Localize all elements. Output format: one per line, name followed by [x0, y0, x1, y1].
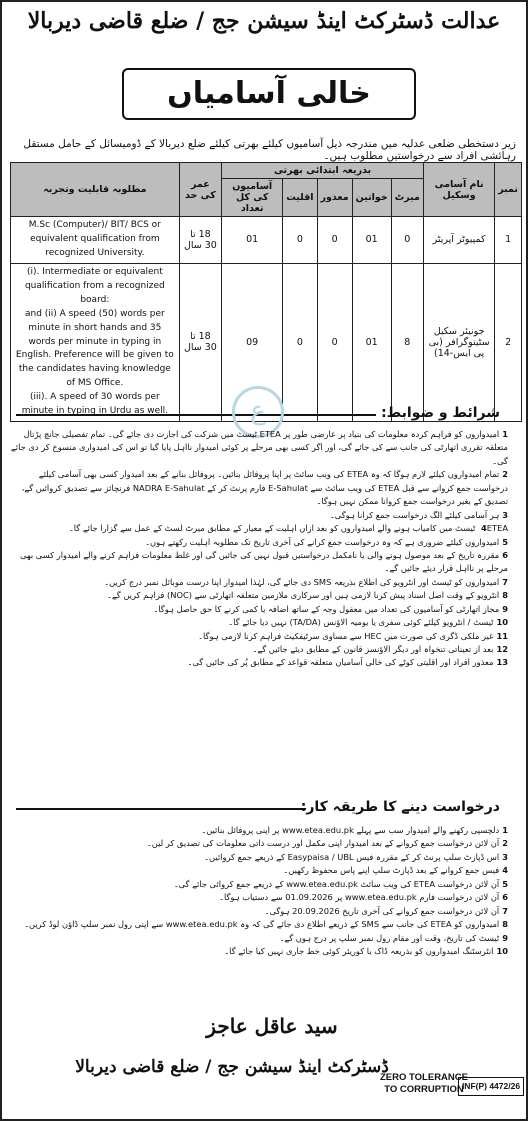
list-item: 1دلچسپی رکھنے والے امیدوار سب سے پہلے www.etea.edu.pk پر اپنی پروفائل بنائیں۔ [201, 825, 508, 835]
list-item: 7امیدواروں کو ٹیسٹ اور انٹرویو کی اطلاع بذریعہ SMS دی جائے گی، لہٰذا امیدوار اپنا درست موبائل نمبر درج کریں۔ [104, 576, 508, 587]
vacancy-table [10, 162, 522, 422]
list-item: 3ہر آسامی کیلئے الگ درخواست جمع کرانا ہوگی۔ [329, 509, 508, 520]
row-age: 18 تا 30 سال [179, 263, 221, 421]
list-item: 12بعد از تعیناتی تنخواہ اور دیگر الاؤنسز قانون کے مطابق دیئے جائیں گے۔ [252, 644, 508, 654]
terms-title: شرائط و ضوابط: [381, 405, 500, 421]
row-qualification [11, 263, 180, 421]
list-item: 8امیدواروں کو ETEA کی جانب سے SMS کے ذریعے اطلاع دی جائے گی کہ وہ www.etea.edu.pk سے اپنی رول نمبر سلپ ڈاؤن لوڈ کریں۔ [24, 919, 508, 930]
row-women: 01 [352, 217, 391, 264]
row-age: 18 تا 30 سال [179, 217, 221, 264]
list-item: 5امیدواروں کیلئے ضروری ہے کہ وہ درخواست جمع کرانے کی آخری تاریخ تک مطلوبہ اہلیت رکھتے ہوں۔ [145, 536, 508, 547]
signer-title: ڈسٹرکٹ اینڈ سیشن جج / ضلع قاضی دیربالا [75, 1057, 389, 1077]
ztc-line: ZERO TOLERANCE [380, 1072, 468, 1083]
row-no: 2 [495, 263, 522, 421]
row-no: 1 [495, 217, 522, 264]
court-title: عدالت ڈسٹرکٹ اینڈ سیشن جج / ضلع قاضی دیربالا [27, 8, 501, 34]
qualification-line: (iii). A speed of 30 words per minute in typing in Urdu as well. [21, 392, 168, 417]
method-divider [16, 808, 306, 810]
list-item: 6مقررہ تاریخ کے بعد موصول ہونے والی یا نامکمل درخواستیں قبول نہیں کی جائیں گی اور غلط معلومات فراہم کرنے والے امیدوار کسی بھی مرحلے پر نااہل قرار دیئے جائیں گے۔ [20, 549, 508, 574]
row-minority: 0 [283, 217, 317, 264]
list-item: 6آن لائن درخواست فارم www.etea.edu.pk پر 01.09.2026 سے دستیاب ہوگا۔ [219, 892, 508, 903]
inf-number: INF(P) 4472/26 [458, 1077, 524, 1096]
vacancy-banner: خالی آسامیاں [122, 68, 416, 120]
row-merit: 8 [391, 263, 423, 421]
list-item: 3اس ڈپازٹ سلپ پرنٹ کر کے مقررہ فیس Easypaisa / UBL کے ذریعے جمع کروائیں۔ [204, 851, 508, 862]
list-item: 9مجاز اتھارٹی کو آسامیوں کی تعداد میں معقول وجہ کے ساتھ اضافہ یا کمی کرنے کا حق حاصل ہوگا۔ [153, 603, 508, 614]
row-disabled: 0 [317, 217, 352, 264]
row-total: 01 [222, 217, 283, 264]
intro-text: زیر دستخطی ضلعی عدلیہ میں مندرجہ ذیل آسامیوں کیلئے بھرتی کیلئے ضلع دیربالا کے ڈومیسائل کے حامل مستقل رہائشی افراد سے درخواستیں مطلوب ہیں۔ [23, 138, 516, 162]
row-women: 01 [352, 263, 391, 421]
method-list [10, 824, 518, 958]
col-disabled: معذور [317, 179, 352, 217]
zero-tolerance-badge [380, 1072, 468, 1096]
qualification-line: and (ii) A speed (50) words per minute in short hands and 35 words per minute in typing in English. Preference will be given to the candidates having knowledge of MS Office. [15, 308, 174, 389]
qualification-line: (i). Intermediate or equivalent qualification from a recognized board: [24, 266, 165, 305]
terms-divider [16, 414, 376, 416]
list-item: 4فیس جمع کروانے کے بعد ڈپازٹ سلپ اپنے پاس محفوظ رکھیں۔ [283, 865, 508, 876]
list-item: 5آن لائن درخواست ETEA کی ویب سائٹ www.etea.edu.pk کے ذریعے جمع کروائی جائے گی۔ [173, 878, 508, 889]
table-row [11, 217, 522, 264]
list-item: 11غیر ملکی ڈگری کی صورت میں HEC سے مساوی سرٹیفکیٹ فراہم کرنا لازمی ہوگا۔ [198, 630, 508, 641]
row-minority: 0 [283, 263, 317, 421]
row-post: جونیئر سکیل سٹینوگرافر (بی پی ایس-14) [423, 263, 494, 421]
row-merit: 0 [391, 217, 423, 264]
col-no: نمبر [495, 163, 522, 217]
col-minority: اقلیت [283, 179, 317, 217]
col-merit: میرٹ [391, 179, 423, 217]
list-item: 2آن لائن درخواست جمع کروانے کے بعد امیدوار اپنی مکمل اور درست ذاتی معلومات کی تصدیق کر لیں۔ [146, 838, 508, 849]
row-total: 09 [222, 263, 283, 421]
col-women: خواتین [352, 179, 391, 217]
row-disabled: 0 [317, 263, 352, 421]
list-item: 10ٹیسٹ / انٹرویو کیلئے کوئی سفری یا یومیہ الاؤنس (TA/DA) نہیں دیا جائے گا۔ [228, 617, 508, 628]
list-item: 10انٹرسٹنگ امیدواروں کو بذریعہ ڈاک یا کوریئر کوئی خط جاری نہیں کیا جائے گا۔ [224, 945, 508, 956]
list-item: 1امیدواروں کو فراہم کردہ معلومات کی بنیاد پر عارضی طور پر ETEA ٹیسٹ میں شرکت کی اجازت دی جائے گی۔ تمام تفصیلی جانچ پڑتال متعلقہ تقرری اتھارٹی کی جانب سے کی جائے گی، اور اگر کسی بھی مرحلے پر کوئی امیدوار نااہل پایا گیا تو اس کی امیدواری منسوخ کر دی جائے گی۔ [10, 429, 508, 466]
col-post: نام آسامی وسکیل [423, 163, 494, 217]
col-total: آسامیوں کی کل تعداد [222, 179, 283, 217]
row-post: کمپیوٹر آپریٹر [423, 217, 494, 264]
list-item: 2تمام امیدواروں کیلئے لازم ہوگا کہ وہ ETEA کی ویب سائٹ پر اپنا پروفائل بنائیں۔ پروفائل بنانے کے بعد امیدوار کسی بھی آسامی کیلئے درخواست جمع کروانے سے قبل ETEA کی ویب سائٹ سے E-Sahulat فارم پرنٹ کر کے NADRA E-Sahulat فرنچائز سے تصدیق کروائیں گے، تصدیق کے بغیر درخواست جمع کروانا ممکن نہیں ہوگا۔ [21, 469, 508, 507]
col-age: عمر کی حد [179, 163, 221, 217]
list-item: 7آن لائن درخواست جمع کروانے کی آخری تاریخ 20.09.2026 ہوگی۔ [264, 905, 508, 916]
list-item: 8انٹرویو کے وقت اصل اسناد پیش کرنا لازمی ہیں اور سرکاری ملازمین متعلقہ اتھارٹی سے (NOC) فراہم کریں گے۔ [107, 590, 508, 601]
list-item: 13معذور افراد اور اقلیتی کوٹے کی خالی آسامیاں متعلقہ قواعد کے مطابق پُر کی جائیں گی۔ [187, 657, 508, 668]
list-item: 9ٹیسٹ کی تاریخ، وقت اور مقام رول نمبر سلپ پر درج ہوں گے۔ [279, 932, 508, 943]
terms-list [10, 428, 518, 670]
method-title: درخواست دینے کا طریقہ کار: [300, 799, 500, 815]
col-qualification: مطلوبہ قابلیت وتجربہ [11, 163, 180, 217]
row-qualification [11, 217, 180, 264]
list-item: 4ETEA ٹیسٹ میں کامیاب ہونے والے امیدواروں کو بعد ازاں اہلیت کے معیار کے مطابق میرٹ لسٹ کے عمل سے گزارا جائے گا۔ [68, 523, 508, 534]
signer-name: سید عاقل عاجز [206, 1014, 338, 1038]
col-quota-group: بذریعہ ابتدائی بھرتی [222, 163, 424, 179]
watermark-logo-icon: ع [232, 386, 284, 438]
ztc-line: TO CORRUPTION [384, 1083, 464, 1095]
qualification-line: M.Sc (Computer)/ BIT/ BCS or equivalent qualification from recognized University. [28, 220, 161, 258]
